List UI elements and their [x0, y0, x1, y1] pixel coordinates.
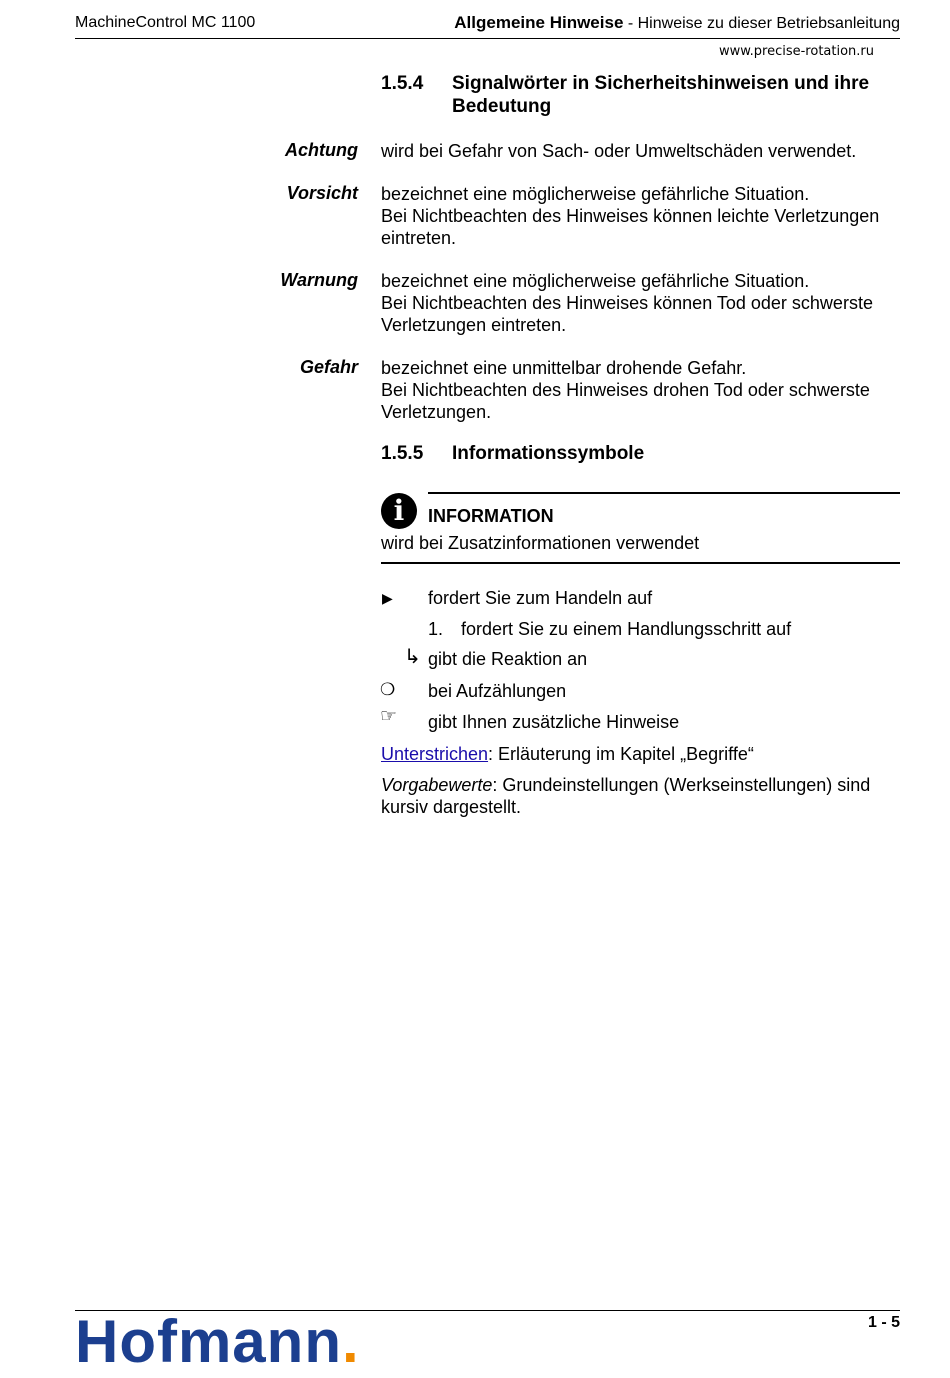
info-box-top-rule	[428, 492, 900, 494]
signal-term-warnung: Warnung	[280, 270, 358, 290]
definition-line: Verletzungen.	[381, 402, 492, 422]
symbol-enumeration-text: bei Aufzählungen	[428, 681, 567, 701]
info-icon: i	[381, 493, 417, 529]
defaults-note-line: kursiv dargestellt.	[381, 797, 522, 817]
underlined-note-text: : Erläuterung im Kapitel „Begriffe“	[488, 744, 754, 764]
header-chapter-bold: Allgemeine Hinweise	[454, 13, 624, 32]
page-number: 1 - 5	[867, 1314, 900, 1331]
info-box-title: INFORMATION	[428, 506, 554, 526]
triangle-right-icon: ▶	[382, 591, 393, 607]
section-number: 1.5.4	[381, 73, 424, 94]
signal-definition-achtung	[381, 140, 901, 162]
signal-definition-vorsicht	[381, 183, 901, 249]
definition-line: eintreten.	[381, 228, 457, 248]
defaults-note-rest: : Grundeinstellungen (Werkseinstellungen) sind	[492, 775, 871, 795]
section-title: Informationssymbole	[452, 443, 645, 464]
signal-term-vorsicht: Vorsicht	[286, 183, 358, 203]
defaults-note-italic: Vorgabewerte	[381, 775, 493, 795]
circle-bullet-icon: ❍	[380, 680, 396, 700]
info-box-text: wird bei Zusatzinformationen verwendet	[381, 533, 700, 553]
underlined-example-link[interactable]: Unterstrichen	[381, 744, 489, 764]
header-product-name: MachineControl MC 1100	[75, 14, 256, 31]
definition-line: wird bei Gefahr von Sach- oder Umweltschäden verwendet.	[381, 141, 857, 161]
section-heading-1-5-5	[381, 442, 911, 466]
header-divider	[75, 38, 900, 39]
definition-line: Bei Nichtbeachten des Hinweises können leichte Verletzungen	[381, 206, 880, 226]
signal-term-achtung: Achtung	[285, 140, 358, 160]
symbol-step-text: fordert Sie zu einem Handlungsschritt auf	[461, 619, 792, 639]
section-title: Signalwörter in Sicherheitshinweisen und ihre Bedeutung	[452, 73, 870, 117]
definition-line: Bei Nichtbeachten des Hinweises drohen Tod oder schwerste	[381, 380, 870, 400]
signal-term-gefahr: Gefahr	[299, 357, 358, 377]
symbol-reaction-text: gibt die Reaktion an	[428, 649, 588, 669]
reaction-arrow-icon: ↳	[404, 644, 421, 668]
header-chapter-rest: - Hinweise zu dieser Betriebsanleitung	[623, 15, 900, 32]
header-url: www.precise-rotation.ru	[718, 44, 874, 59]
hofmann-logo: Hofmann.	[75, 1308, 360, 1375]
symbol-hint-text: gibt Ihnen zusätzliche Hinweise	[428, 712, 680, 732]
definition-line: Verletzungen eintreten.	[381, 315, 567, 335]
pointing-hand-icon: ☞	[380, 705, 398, 727]
section-heading-1-5-4	[381, 72, 911, 120]
step-number: 1.	[428, 619, 444, 639]
definition-line: bezeichnet eine möglicherweise gefährliche Situation.	[381, 271, 810, 291]
info-box-bottom-rule	[381, 562, 900, 564]
definition-line: Bei Nichtbeachten des Hinweises können Tod oder schwerste	[381, 293, 873, 313]
signal-definition-gefahr	[381, 357, 901, 423]
signal-definition-warnung	[381, 270, 901, 336]
header-chapter-title	[454, 13, 900, 33]
definition-line: bezeichnet eine möglicherweise gefährliche Situation.	[381, 184, 810, 204]
defaults-note-line	[381, 774, 901, 796]
defaults-note	[381, 774, 901, 818]
section-number: 1.5.5	[381, 443, 424, 464]
underlined-note	[381, 743, 754, 765]
definition-line: bezeichnet eine unmittelbar drohende Gefahr.	[381, 358, 747, 378]
symbol-action-text: fordert Sie zum Handeln auf	[428, 588, 653, 608]
